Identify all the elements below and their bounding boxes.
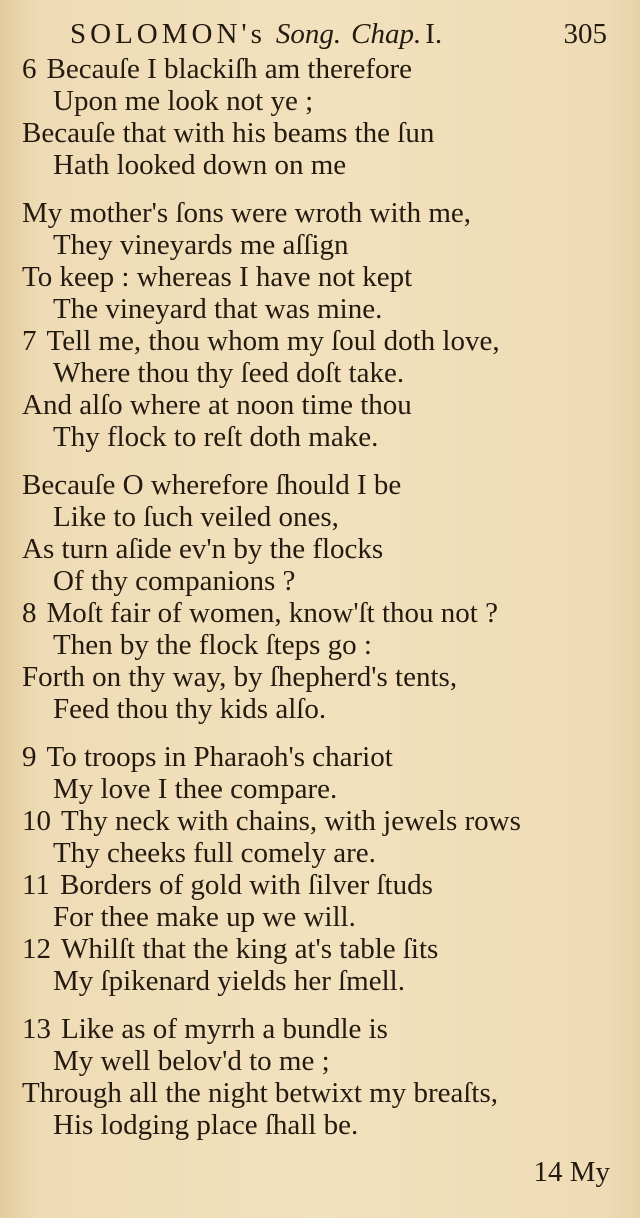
verse-text: Becauſe I blackiſh am therefore bbox=[46, 53, 413, 85]
verse-line bbox=[22, 661, 622, 693]
running-head-title: SOLOMON's bbox=[70, 18, 266, 50]
verse-text: My well belov'd to me ; bbox=[53, 1045, 330, 1077]
verse-text: Becauſe O wherefore ſhould I be bbox=[22, 469, 402, 501]
stanza bbox=[22, 197, 622, 453]
stanza bbox=[22, 469, 622, 725]
verse-line bbox=[22, 933, 622, 965]
verse-text: Thy cheeks full comely are. bbox=[53, 837, 376, 869]
running-head-chapter-label: Chap. bbox=[351, 18, 422, 50]
running-head-chapter-number: I. bbox=[425, 18, 443, 50]
verse-text: Where thou thy ſeed doſt take. bbox=[53, 357, 405, 389]
page-number: 305 bbox=[563, 18, 607, 50]
verse-line bbox=[22, 149, 622, 181]
verse-text: Like as of myrrh a bundle is bbox=[61, 1013, 388, 1045]
verse-text: The vineyard that was mine. bbox=[53, 293, 383, 325]
verse-text: Moſt fair of women, know'ſt thou not ? bbox=[46, 597, 498, 629]
verse-text: For thee make up we will. bbox=[53, 901, 356, 933]
verse-line bbox=[22, 421, 622, 453]
verse-line bbox=[22, 389, 622, 421]
verse-text: Forth on thy way, by ſhepherd's tents, bbox=[22, 661, 458, 693]
verse-number: 12 bbox=[22, 933, 51, 965]
verse-number: 9 bbox=[22, 741, 37, 773]
verse-line bbox=[22, 197, 622, 229]
stanza bbox=[22, 53, 622, 181]
verse-line bbox=[22, 117, 622, 149]
verse-line bbox=[22, 85, 622, 117]
verse-line bbox=[22, 741, 622, 773]
verse-number: 6 bbox=[22, 53, 37, 85]
verse-text: And alſo where at noon time thou bbox=[22, 389, 412, 421]
verse-line bbox=[22, 229, 622, 261]
verse-text: Tell me, thou whom my ſoul doth love, bbox=[46, 325, 500, 357]
verse-line bbox=[22, 469, 622, 501]
verse-line bbox=[22, 901, 622, 933]
verse-text: His lodging place ſhall be. bbox=[53, 1109, 359, 1141]
verse-number: 7 bbox=[22, 325, 37, 357]
verse-line bbox=[22, 1077, 622, 1109]
catchword: 14 My bbox=[533, 1156, 610, 1188]
verse-number: 10 bbox=[22, 805, 51, 837]
verse-text: To troops in Pharaoh's chariot bbox=[46, 741, 393, 773]
verse-line bbox=[22, 533, 622, 565]
psalm-verses bbox=[22, 53, 622, 1157]
verse-text: Like to ſuch veiled ones, bbox=[53, 501, 339, 533]
verse-text: My ſpikenard yields her ſmell. bbox=[53, 965, 405, 997]
verse-line bbox=[22, 805, 622, 837]
verse-line bbox=[22, 837, 622, 869]
stanza bbox=[22, 1013, 622, 1141]
verse-line bbox=[22, 357, 622, 389]
running-head bbox=[70, 14, 615, 54]
verse-text: Thy flock to reſt doth make. bbox=[53, 421, 379, 453]
running-head-book: Song. bbox=[275, 18, 342, 50]
verse-line bbox=[22, 1013, 622, 1045]
verse-text: My love I thee compare. bbox=[53, 773, 338, 805]
verse-text: Becauſe that with his beams the ſun bbox=[22, 117, 435, 149]
verse-line bbox=[22, 869, 622, 901]
verse-line bbox=[22, 773, 622, 805]
verse-text: Upon me look not ye ; bbox=[53, 85, 314, 117]
verse-text: Thy neck with chains, with jewels rows bbox=[61, 805, 521, 837]
verse-number: 8 bbox=[22, 597, 37, 629]
verse-text: Through all the night betwixt my breaſts, bbox=[22, 1077, 498, 1109]
verse-number: 13 bbox=[22, 1013, 51, 1045]
verse-number: 11 bbox=[22, 869, 50, 901]
verse-text: Borders of gold with ſilver ſtuds bbox=[59, 869, 433, 901]
verse-line bbox=[22, 693, 622, 725]
verse-text: They vineyards me aſſign bbox=[53, 229, 349, 261]
verse-text: My mother's ſons were wroth with me, bbox=[22, 197, 472, 229]
verse-line bbox=[22, 965, 622, 997]
verse-line bbox=[22, 293, 622, 325]
verse-text: Hath looked down on me bbox=[53, 149, 347, 181]
verse-line bbox=[22, 629, 622, 661]
verse-text: To keep : whereas I have not kept bbox=[22, 261, 413, 293]
verse-line bbox=[22, 1045, 622, 1077]
verse-line bbox=[22, 261, 622, 293]
verse-line bbox=[22, 325, 622, 357]
stanza bbox=[22, 741, 622, 997]
verse-line bbox=[22, 53, 622, 85]
verse-text: Feed thou thy kids alſo. bbox=[53, 693, 327, 725]
verse-text: As turn aſide ev'n by the flocks bbox=[22, 533, 384, 565]
verse-line bbox=[22, 501, 622, 533]
verse-text: Of thy companions ? bbox=[53, 565, 296, 597]
verse-line bbox=[22, 565, 622, 597]
verse-text: Whilſt that the king at's table ſits bbox=[61, 933, 439, 965]
verse-line bbox=[22, 1109, 622, 1141]
verse-line bbox=[22, 597, 622, 629]
verse-text: Then by the flock ſteps go : bbox=[53, 629, 372, 661]
